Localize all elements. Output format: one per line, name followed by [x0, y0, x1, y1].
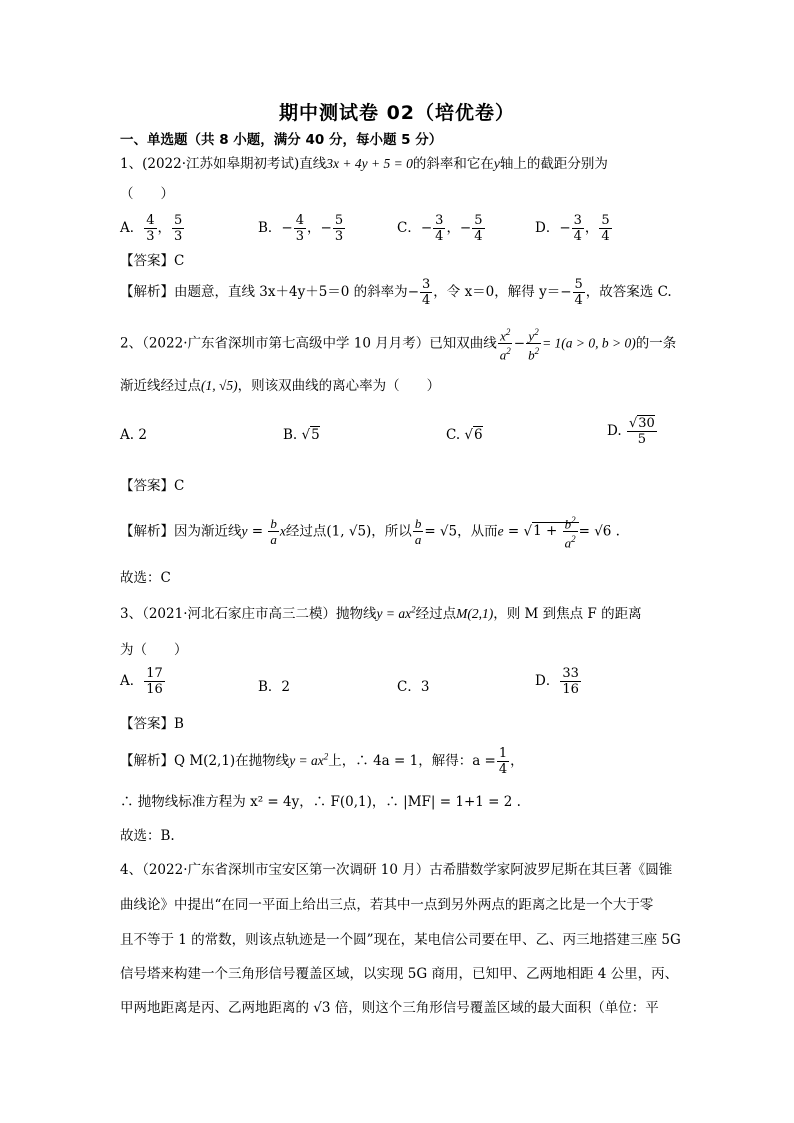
q1-stem: 1、(2022·江苏如皋期初考试)直线3x + 4y + 5 = 0的斜率和它在y轴上的截距分别为 [120, 156, 608, 172]
q3-analysis-line2: ∴ 抛物线标准方程为 x² = 4y，∴ F(0,1)，∴ |MF| = 1+1 = 2 . [120, 794, 521, 810]
q2-answer: 【答案】C [120, 478, 185, 494]
q2-analysis: 【解析】因为渐近线y = $\frac{b}{a}$ x经过点(1, √5)，所以 $\frac{b}{a}$ = √5，从而e = √1 + $\frac{b^2}{a^2}$ = √6 . [120, 515, 620, 551]
q4-line-5: 甲两地距离是丙、乙两地距离的 √3 倍，则这个三角形信号覆盖区域的最大面积（单位：平 [120, 1000, 659, 1016]
q1-option-d: D．− $\frac{3}{4}$ ， $\frac{5}{4}$ [535, 213, 610, 244]
q4-line-4: 信号塔来构建一个三角形信号覆盖区域，以实现 5G 商用，已知甲、乙两地相距 4 公里，丙、 [120, 966, 679, 982]
q3-option-b: B．2 [258, 679, 291, 695]
q3-option-c: C．3 [397, 679, 430, 695]
q1-answer: 【答案】C [120, 253, 185, 269]
q1-option-b: B．− $\frac{4}{3}$ ，− $\frac{5}{3}$ [258, 213, 344, 244]
q2-option-a: A. 2 [120, 427, 147, 443]
q3-option-d: D． $\frac{33}{16}$ [535, 666, 579, 697]
q2-conclusion: 故选：C [120, 570, 171, 586]
q2-option-c: C. √6 [446, 427, 483, 443]
q3-answer: 【答案】B [120, 716, 184, 732]
q2-option-d: D. $\frac{√30}{5}$ [607, 416, 655, 447]
q1-analysis: 【解析】由题意，直线 3x＋4y＋5＝0 的斜率为− $\frac{3}{4}$ ，令 x＝0，解得 y＝− $\frac{5}{4}$ ，故答案选 C. [120, 277, 672, 308]
q3-option-a: A． $\frac{17}{16}$ [120, 666, 163, 697]
q4-line-1: 4、（2022·广东省深圳市宝安区第一次调研 10 月）古希腊数学家阿波罗尼斯在其巨著《圆锥 [120, 862, 673, 878]
q3-conclusion: 故选：B. [120, 828, 175, 844]
q1-option-c: C．− $\frac{3}{4}$ ，− $\frac{5}{4}$ [397, 213, 483, 244]
q2-option-b: B. √5 [283, 427, 320, 443]
q3-stem: 3、（2021·河北石家庄市高三二模）抛物线$y = ax^2$经过点M(2,1)，则 M 到焦点 F 的距离 [120, 604, 642, 622]
q4-line-3: 且不等于 1 的常数，则该点轨迹是一个圆”现在，某电信公司要在甲、乙、丙三地搭建三座 5G [120, 932, 681, 948]
q1-paren: （ ） [120, 186, 174, 202]
q2-stem: 2、（2022·广东省深圳市第七高级中学 10 月月考）已知双曲线 $\frac{x^2}{a^2}$ − $\frac{y^2}{b^2}$ = 1(a > 0, b > 0)的一条 [120, 327, 677, 363]
q1-option-a: A． $\frac{4}{3}$ ， $\frac{5}{3}$ [120, 213, 183, 244]
q2-stem-line2: 渐近线经过点(1, √5)，则该双曲线的离心率为（ ） [120, 378, 441, 394]
q3-analysis: 【解析】Q M(2,1)在抛物线$y = ax^2$上，∴ 4a = 1，解得：a = $\frac{1}{4}$ ， [120, 746, 524, 777]
q4-line-2: 曲线论》中提出“在同一平面上给出三点，若其中一点到另外两点的距离之比是一个大于零 [120, 897, 654, 913]
page-title: 期中测试卷 02（培优卷） [278, 102, 516, 124]
q3-stem-line2: 为（ ） [120, 642, 188, 658]
section-heading: 一、单选题（共 8 小题，满分 40 分，每小题 5 分） [120, 132, 443, 148]
